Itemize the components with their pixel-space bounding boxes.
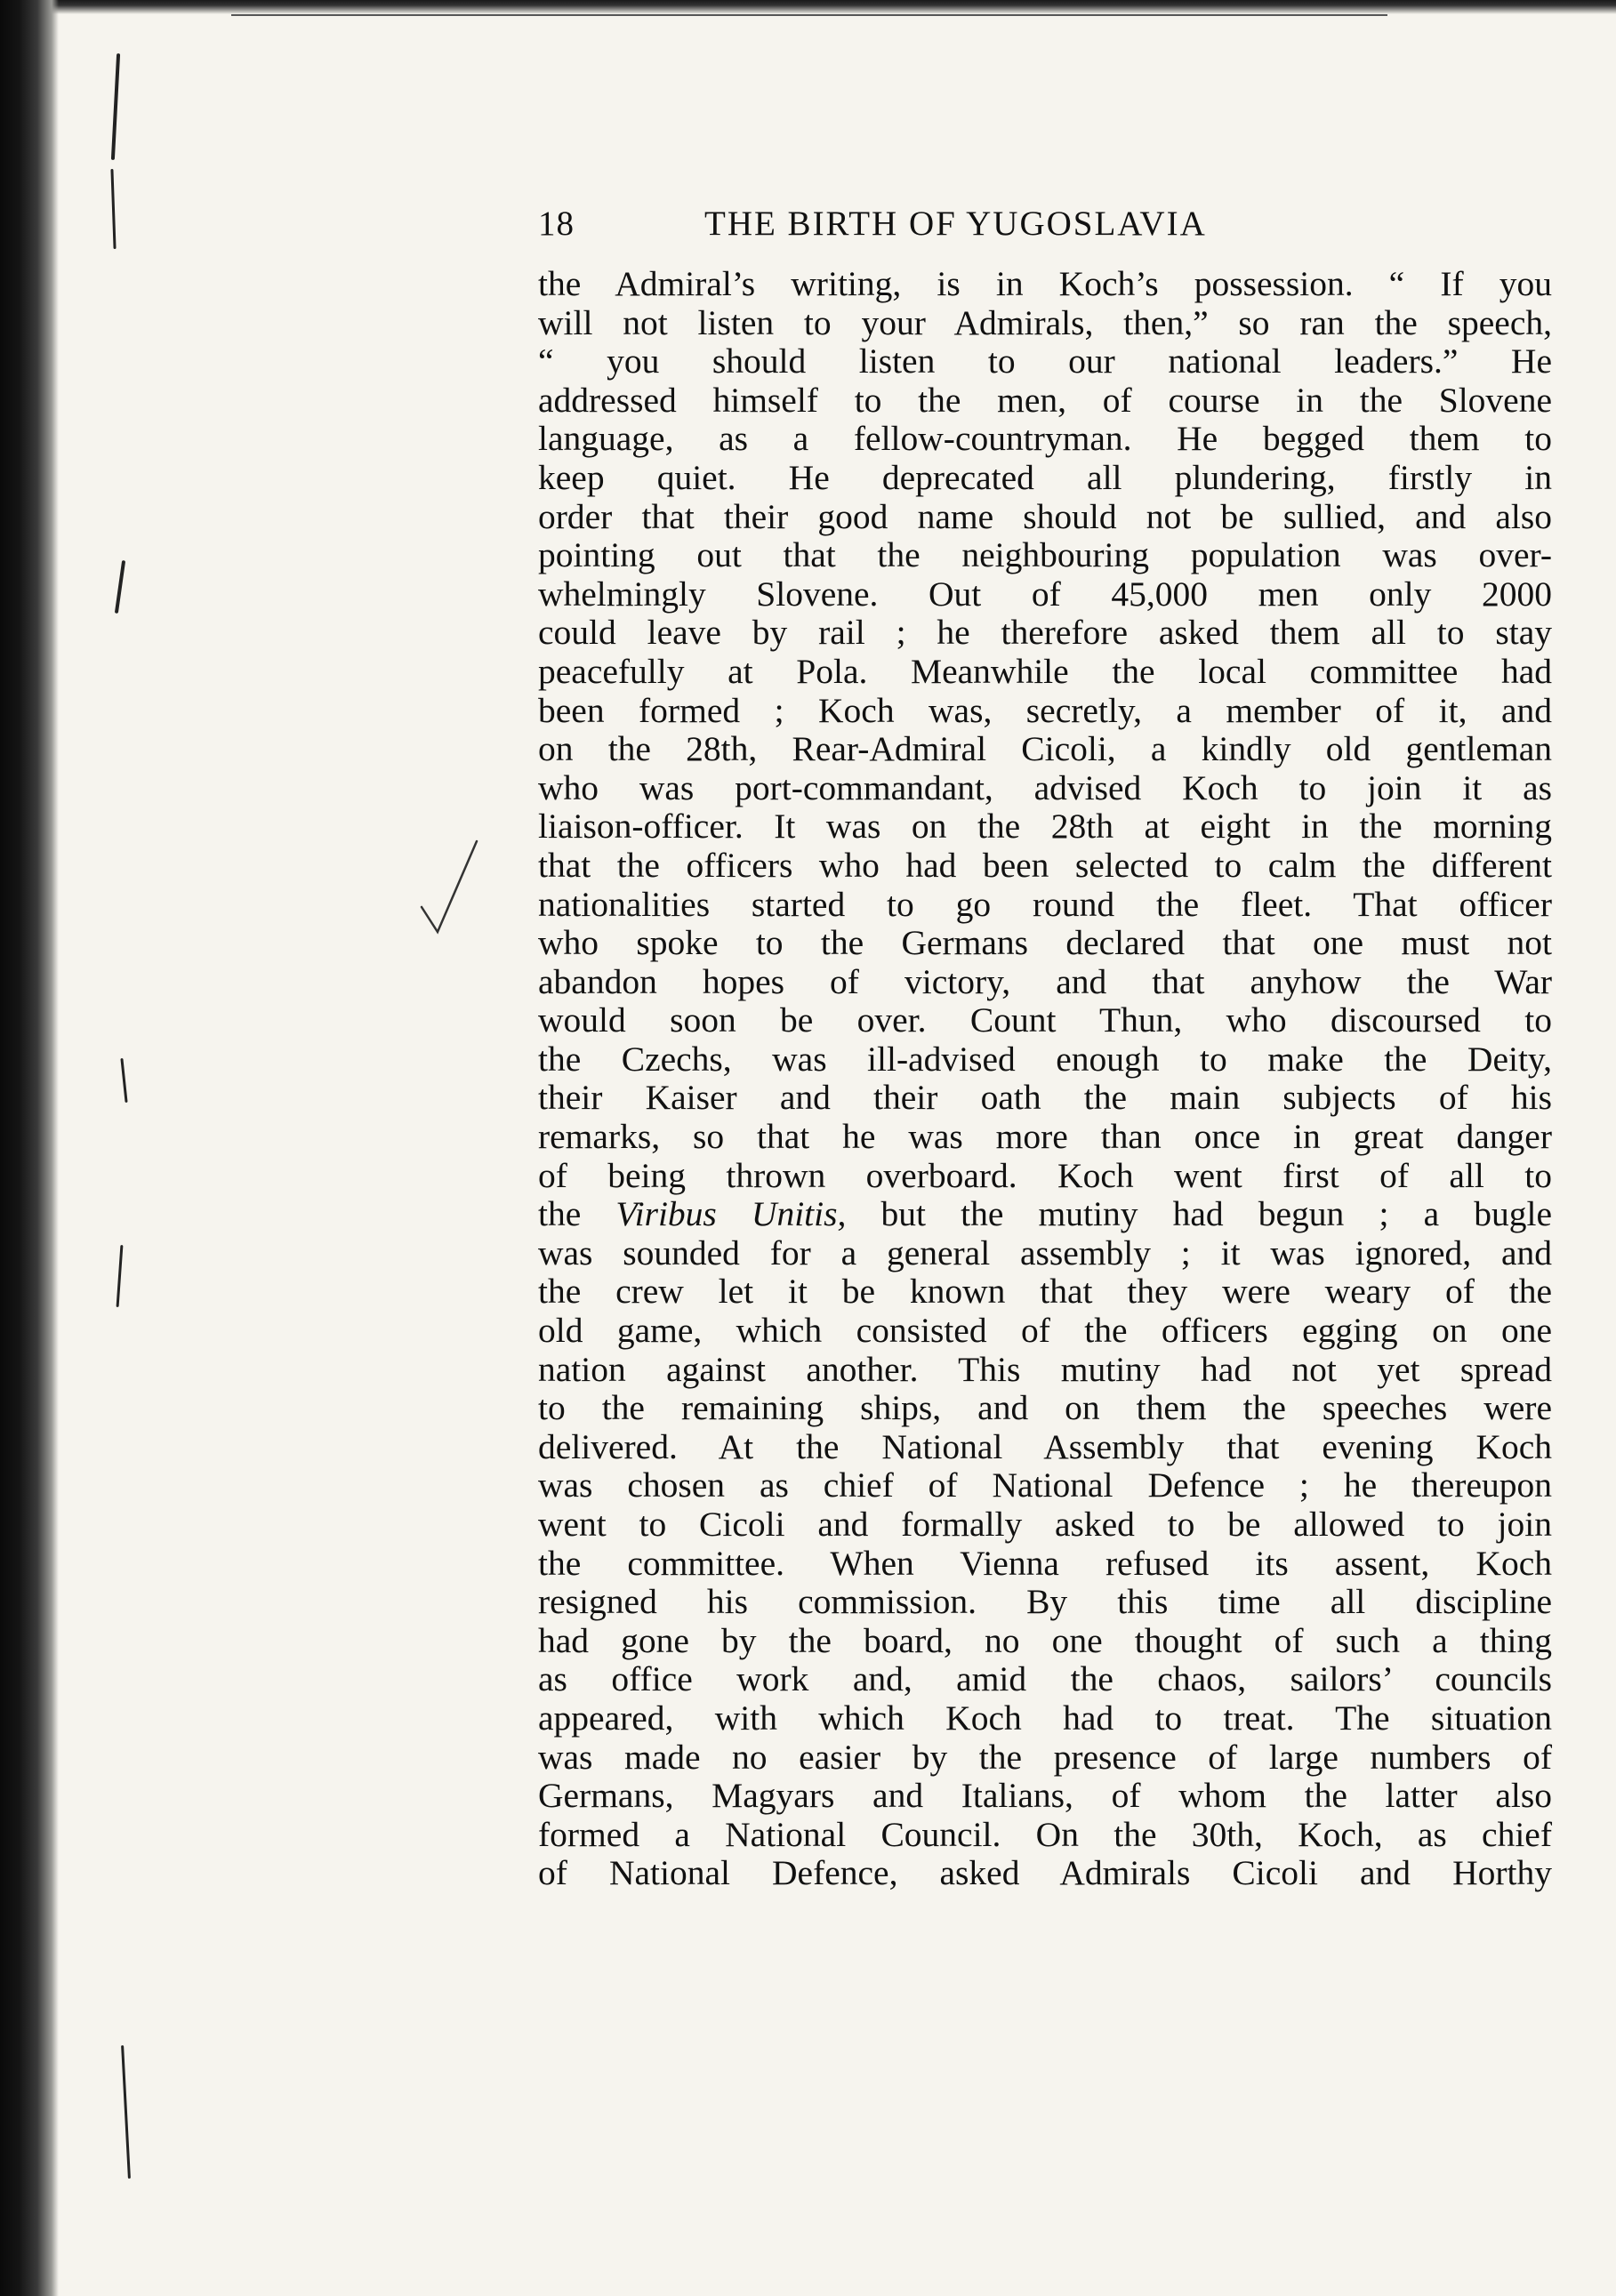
gutter-mark xyxy=(110,169,116,249)
scan-top-edge xyxy=(0,0,1616,14)
gutter-mark xyxy=(120,1058,127,1103)
scan-top-rule xyxy=(231,14,1387,16)
text-line: addressed himself to the men, of course in the Slovene xyxy=(538,380,1552,420)
text-line: of National Defence, asked Admirals Cicoli and Horthy xyxy=(538,1853,1552,1893)
text-line: peacefully at Pola. Meanwhile the local committee had xyxy=(538,651,1552,691)
text-line: of being thrown overboard. Koch went first of all to xyxy=(538,1155,1552,1195)
text-line: resigned his commission. By this time all discipline xyxy=(538,1582,1552,1622)
text-line: old game, which consisted of the officers egging on one xyxy=(538,1311,1552,1351)
text-line: pointing out that the neighbouring population was over- xyxy=(538,535,1552,575)
text-line: appeared, with which Koch had to treat. The situation xyxy=(538,1698,1552,1738)
text-line: would soon be over. Count Thun, who discoursed to xyxy=(538,1000,1552,1040)
text-line: that the officers who had been selected to calm the different xyxy=(538,845,1552,885)
text-line: formed a National Council. On the 30th, Koch, as chief xyxy=(538,1814,1552,1854)
book-gutter-shadow xyxy=(0,0,59,2296)
text-fragment: the xyxy=(538,1194,616,1234)
text-line-with-ship-name xyxy=(538,1195,1552,1234)
text-line: who was port-commandant, advised Koch to join it as xyxy=(538,767,1552,807)
text-line: been formed ; Koch was, secretly, a member of it, and xyxy=(538,690,1552,730)
text-line: order that their good name should not be sullied, and also xyxy=(538,496,1552,536)
text-line: the Admiral’s writing, is in Koch’s possession. “ If you xyxy=(538,264,1552,303)
text-line: went to Cicoli and formally asked to be allowed to join xyxy=(538,1505,1552,1544)
text-line: was made no easier by the presence of large numbers of xyxy=(538,1737,1552,1777)
body-text xyxy=(538,265,1552,1893)
running-header xyxy=(538,197,1552,251)
text-line: abandon hopes of victory, and that anyhow the War xyxy=(538,961,1552,1001)
text-line: as office work and, amid the chaos, sailors’ councils xyxy=(538,1659,1552,1699)
text-line: nation against another. This mutiny had not yet spread xyxy=(538,1349,1552,1389)
pencil-check-mark xyxy=(418,838,480,935)
text-line: had gone by the board, no one thought of such a thing xyxy=(538,1620,1552,1660)
ship-name: Viribus Unitis, xyxy=(615,1194,847,1234)
text-line: could leave by rail ; he therefore asked them all to stay xyxy=(538,613,1552,653)
text-line: Germans, Magyars and Italians, of whom the latter also xyxy=(538,1776,1552,1816)
page-number: 18 xyxy=(538,205,575,243)
text-line: liaison-officer. It was on the 28th at eight in the morning xyxy=(538,807,1552,847)
text-line: remarks, so that he was more than once in great danger xyxy=(538,1117,1552,1157)
text-line: their Kaiser and their oath the main subjects of his xyxy=(538,1078,1552,1118)
text-line: the Czechs, was ill-advised enough to make the Deity, xyxy=(538,1039,1552,1079)
gutter-mark xyxy=(115,560,125,614)
gutter-mark xyxy=(121,2045,131,2179)
text-line: language, as a fellow-countryman. He begged them to xyxy=(538,419,1552,459)
text-line: nationalities started to go round the fleet. That officer xyxy=(538,884,1552,924)
text-line: whelmingly Slovene. Out of 45,000 men only 2000 xyxy=(538,574,1552,614)
text-fragment: but the mutiny had begun ; a bugle xyxy=(846,1194,1552,1234)
text-line: was chosen as chief of National Defence ; he thereupon xyxy=(538,1465,1552,1505)
text-line: delivered. At the National Assembly that evening Koch xyxy=(538,1426,1552,1466)
text-line: keep quiet. He deprecated all plundering, firstly in xyxy=(538,457,1552,497)
text-line: who spoke to the Germans declared that one must not xyxy=(538,923,1552,963)
text-line: the committee. When Vienna refused its assent, Koch xyxy=(538,1543,1552,1583)
text-line: “ you should listen to our national leaders.” He xyxy=(538,341,1552,381)
text-line: the crew let it be known that they were weary of the xyxy=(538,1272,1552,1312)
text-line: to the remaining ships, and on them the speeches were xyxy=(538,1388,1552,1428)
text-line: on the 28th, Rear-Admiral Cicoli, a kindly old gentleman xyxy=(538,729,1552,769)
text-line: will not listen to your Admirals, then,” so ran the speech, xyxy=(538,302,1552,342)
running-title: THE BIRTH OF YUGOSLAVIA xyxy=(704,205,1207,243)
text-line: was sounded for a general assembly ; it was ignored, and xyxy=(538,1232,1552,1272)
gutter-mark xyxy=(111,53,120,160)
gutter-mark xyxy=(117,1245,124,1307)
